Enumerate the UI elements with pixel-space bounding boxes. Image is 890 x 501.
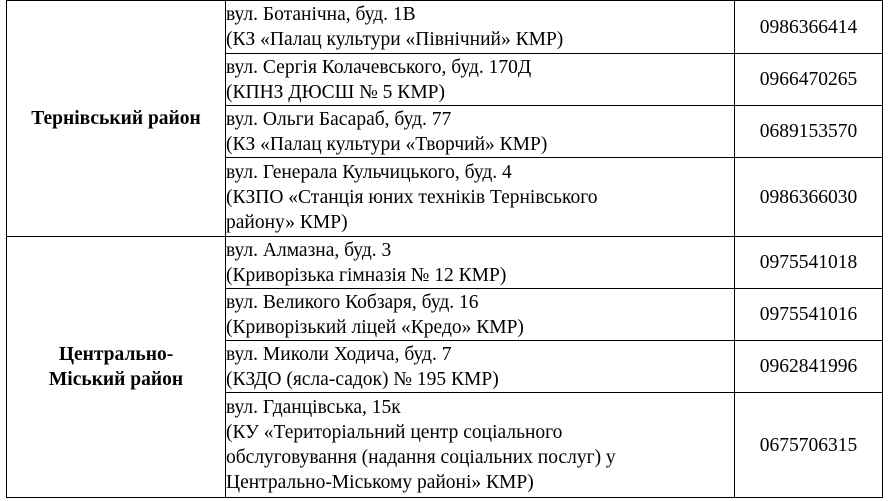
phone-cell	[735, 106, 883, 158]
district-name-line: Центрально-	[58, 344, 174, 365]
phone-cell	[735, 393, 883, 498]
phone-cell	[735, 1, 883, 54]
district-name-cell	[7, 237, 226, 498]
address-institution: (Криворізький ліцей «Кредо» КМР)	[226, 316, 524, 338]
address-cell	[226, 237, 735, 289]
address-institution: Центрально-Міському районі» КМР)	[226, 472, 534, 493]
phone-number: 0689153570	[759, 121, 858, 142]
address-institution: (Криворізька гімназія № 12 КМР)	[226, 264, 507, 286]
address-institution: обслуговування (надання соціальних послуг) у	[226, 447, 616, 468]
address-cell	[226, 341, 735, 393]
phone-number: 0975541018	[759, 252, 858, 273]
address-institution: (КЗПО «Станція юних техніків Тернівського	[226, 186, 598, 208]
phone-cell	[735, 341, 883, 393]
address-street: вул. Миколи Ходича, буд. 7	[226, 343, 452, 365]
phone-cell	[735, 54, 883, 106]
phone-number: 0962841996	[759, 356, 858, 377]
phone-number: 0986366414	[759, 16, 858, 38]
address-institution: (КЗ «Палац культури «Творчий» КМР)	[226, 133, 548, 155]
address-street: вул. Гданцівська, 15к	[226, 397, 401, 418]
address-cell	[226, 158, 735, 237]
district-name: Тернівський район	[31, 108, 201, 129]
phone-number: 0975541016	[759, 304, 858, 325]
address-institution: району» КМР)	[226, 211, 348, 233]
address-cell	[226, 289, 735, 341]
district-name-line: Міський район	[48, 369, 184, 390]
phone-number: 0966470265	[759, 69, 858, 90]
address-street: вул. Великого Кобзаря, буд. 16	[226, 291, 479, 313]
phone-cell	[735, 237, 883, 289]
address-street: вул. Ботанічна, буд. 1В	[226, 4, 416, 25]
table-row	[7, 237, 883, 289]
phone-number: 0675706315	[759, 434, 858, 456]
district-name-cell	[7, 1, 226, 237]
address-street: вул. Ольги Басараб, буд. 77	[226, 108, 452, 130]
address-institution: (КЗ «Палац культури «Північний» КМР)	[226, 29, 564, 50]
address-institution: (КЗДО (ясла-садок) № 195 КМР)	[226, 368, 499, 390]
address-cell	[226, 54, 735, 106]
table-row	[7, 1, 883, 54]
address-street: вул. Сергія Колачевського, буд. 170Д	[226, 56, 532, 78]
address-institution: (КУ «Територіальний центр соціального	[226, 422, 563, 443]
phone-cell	[735, 158, 883, 237]
address-cell	[226, 1, 735, 54]
districts-table	[6, 0, 883, 498]
address-cell	[226, 106, 735, 158]
phone-number: 0986366030	[759, 186, 858, 208]
address-street: вул. Генерала Кульчицького, буд. 4	[226, 161, 512, 183]
address-cell	[226, 393, 735, 498]
address-institution: (КПНЗ ДЮСШ № 5 КМР)	[226, 81, 445, 103]
phone-cell	[735, 289, 883, 341]
address-street: вул. Алмазна, буд. 3	[226, 239, 392, 261]
